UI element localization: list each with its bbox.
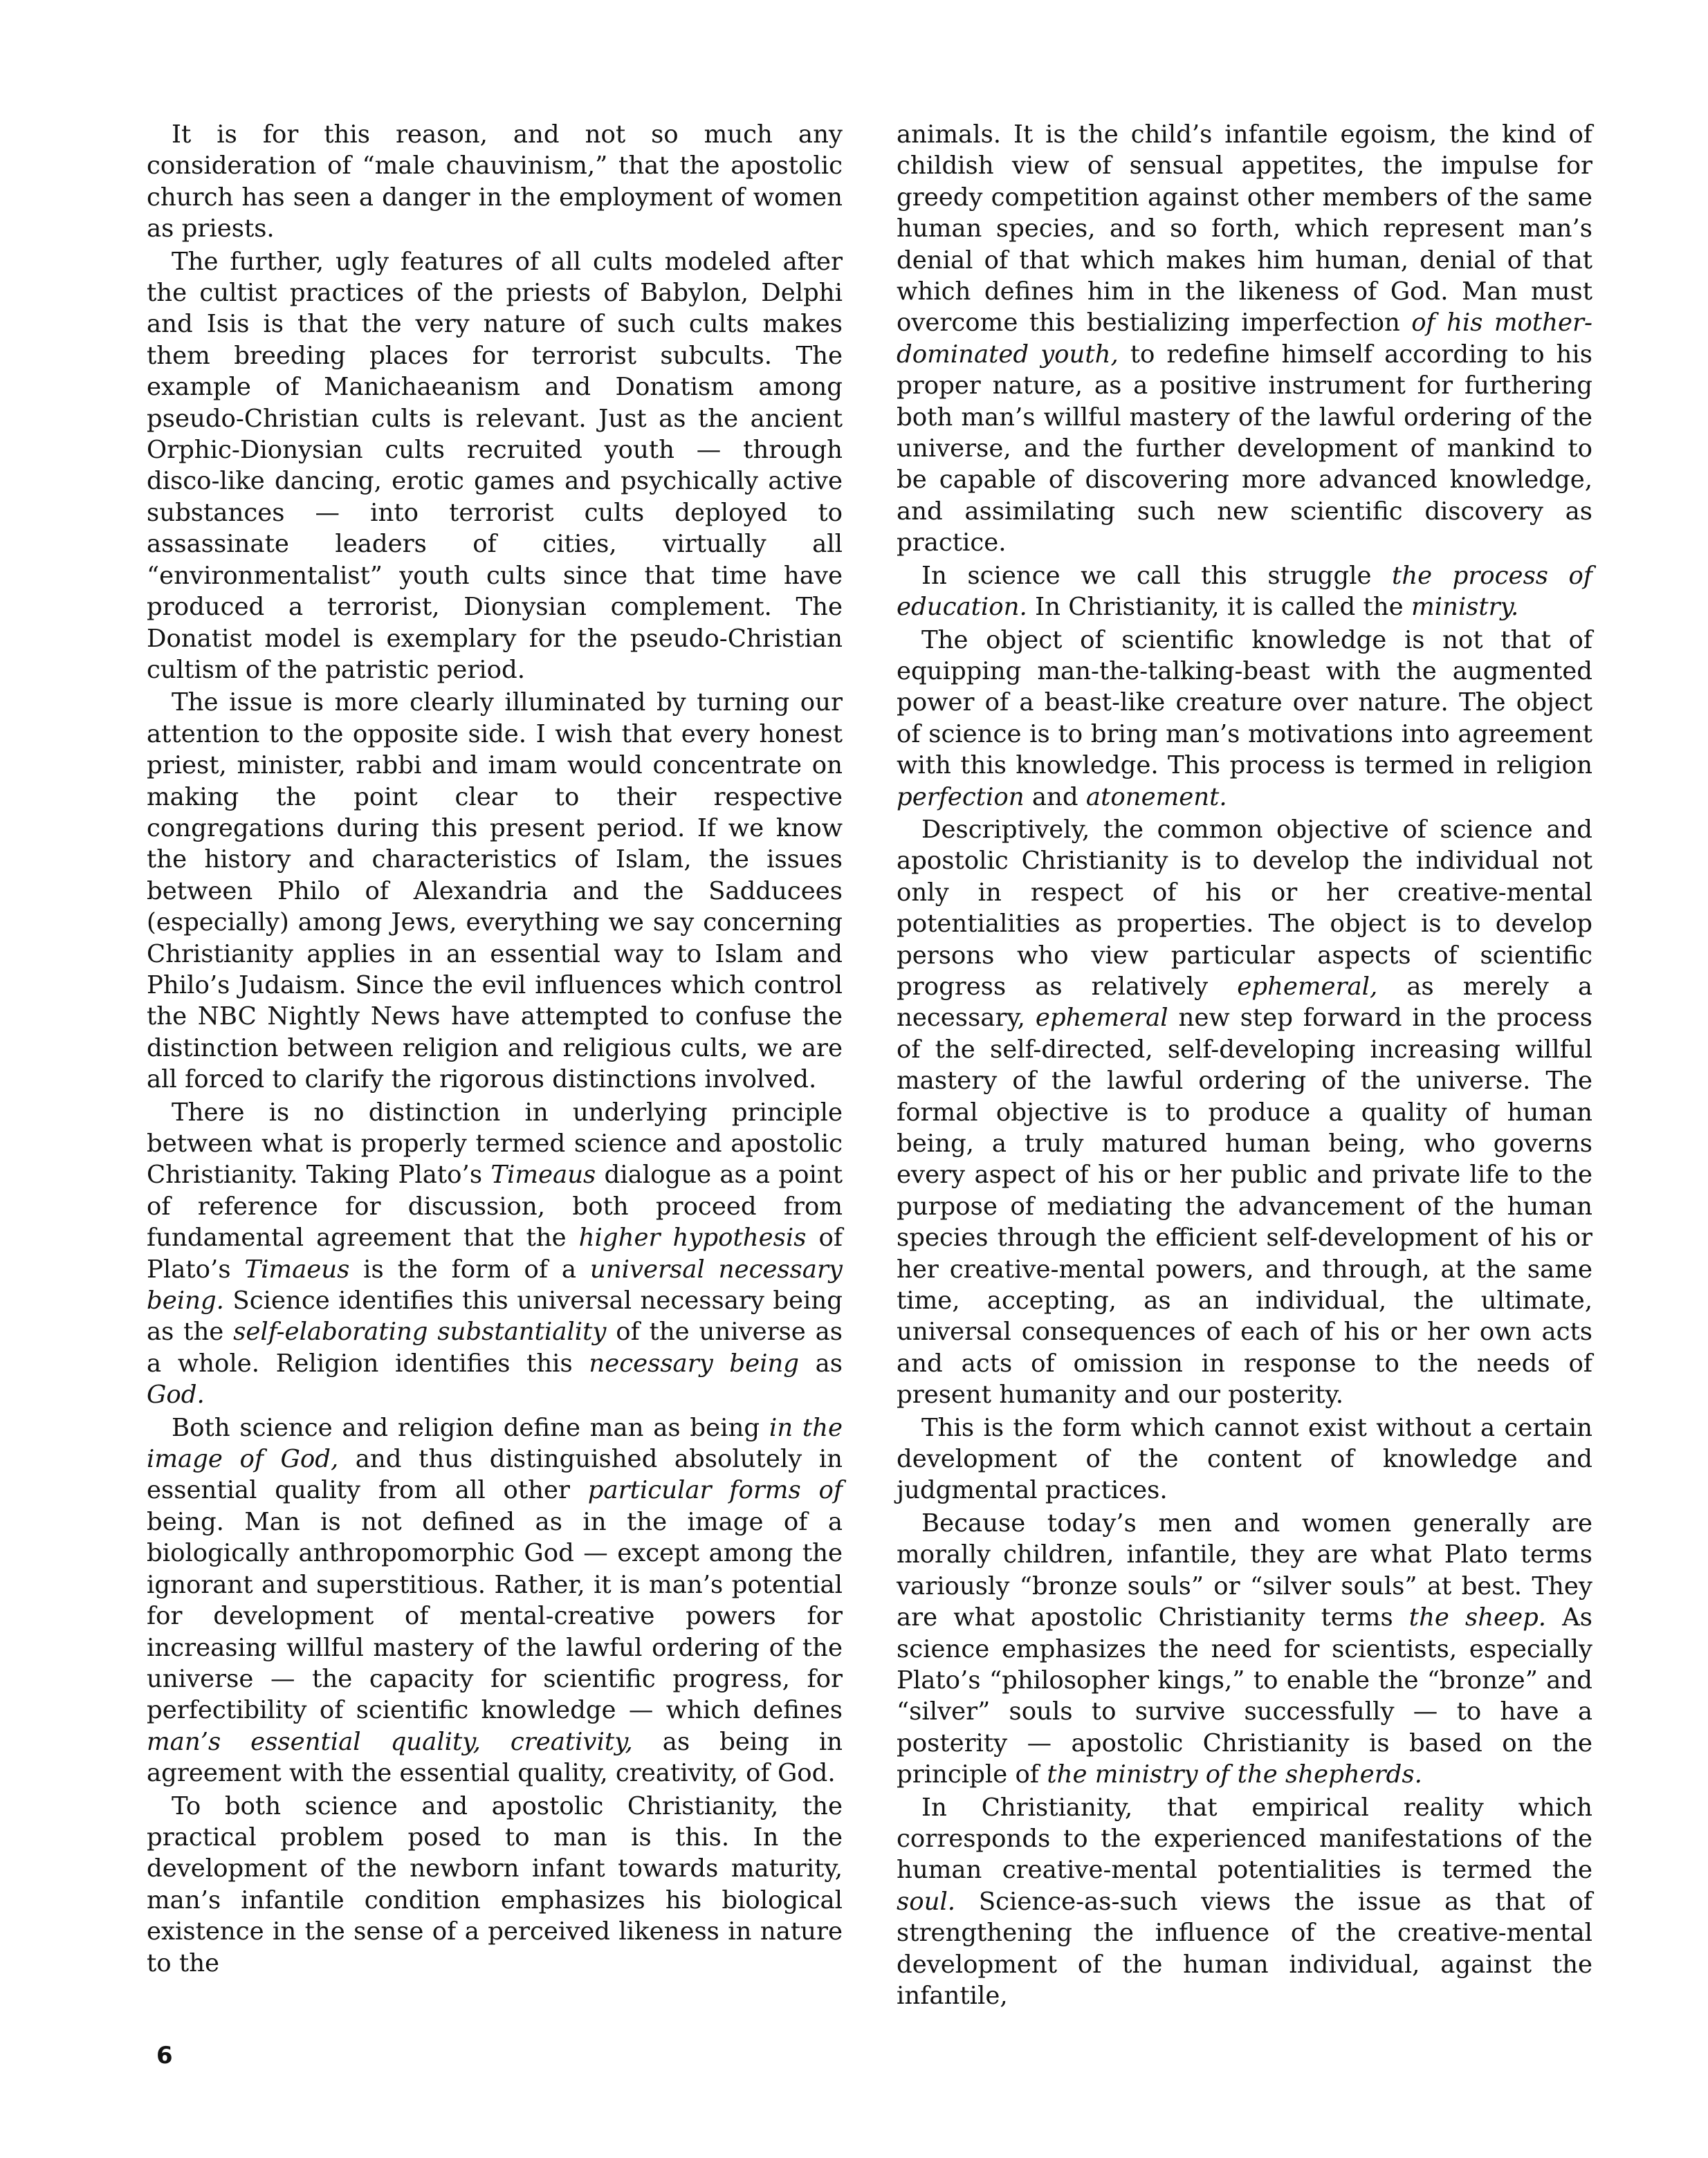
text-segment: being. Man is not defined as in the image of a biologically anthropomorphic God — except among the ignorant and superstitious. Rather, it is man’s potential for development of mental-creative powers for increasing willful mastery of the lawful ordering of the universe — the capacity for scientific progress, for perfectibility of scientific knowledge — which defines	[147, 1507, 843, 1725]
italic-text: higher hypothesis	[578, 1224, 807, 1253]
italic-text: atonement.	[1085, 782, 1227, 811]
italic-text: of his mother-dominated youth,	[897, 308, 1592, 369]
text-segment: To both science and apostolic Christianity, the practical problem posed to man is this. In the development of the newborn infant towards maturity, man’s infantile condition emphasizes his biological existence in the sense of a perceived likeness in nature to the	[147, 1791, 843, 1977]
italic-text: Timaeus	[244, 1255, 350, 1284]
right-text-column	[897, 119, 1592, 2013]
text-segment: In science we call this struggle	[921, 561, 1392, 590]
page-number: 6	[156, 2042, 173, 2069]
text-segment: Science-as-such views the issue as that of strengthening the influence of the creative-mental development of the human individual, against the infantile,	[897, 1887, 1592, 2010]
text-segment: as being in agreement with the essential quality, creativity, of God.	[147, 1727, 843, 1788]
body-paragraph	[897, 814, 1592, 1411]
italic-text: the process of education.	[897, 561, 1592, 622]
body-paragraph	[147, 246, 843, 686]
body-paragraph	[897, 1412, 1592, 1506]
text-segment: of Plato’s	[147, 1224, 843, 1284]
text-segment: as merely a necessary,	[897, 972, 1592, 1033]
text-segment: The further, ugly features of all cults modeled after the cultist practices of the priests of Babylon, Delphi and Isis is that the very nature of such cults makes them breeding places for terrorist subcults. The example of Manichaeanism and Donatism among pseudo-Christian cults is relevant. Just as the ancient Orphic-Dionysian cults recruited youth — through disco-like dancing, erotic games and psychically active substances — into terrorist cults deployed to assassinate leaders of cities, virtually all “environmentalist” youth cults since that time have produced a terrorist, Dionysian complement. The Donatist model is exemplary for the pseudo-Christian cultism of the patristic period.	[147, 247, 843, 684]
text-segment: and	[1024, 782, 1086, 811]
italic-text: Timeaus	[490, 1161, 596, 1190]
text-segment: There is no distinction in underlying principle between what is properly termed science and apostolic Christianity. Taking Plato’s	[147, 1098, 843, 1190]
text-segment: The issue is more clearly illuminated by turning our attention to the opposite side. I wish that every honest priest, minister, rabbi and imam would concentrate on making the point clear to their respective congregations during this present period. If we know the history and characteristics of Islam, the issues between Philo of Alexandria and the Sadducees (especially) among Jews, everything we say concerning Christianity applies in an essential way to Islam and Philo’s Judaism. Since the evil influences which control the NBC Nightly News have attempted to confuse the distinction between religion and religious cults, we are all forced to clarify the rigorous distinctions involved.	[147, 688, 843, 1094]
text-segment: It is for this reason, and not so much any consideration of “male chauvinism,” that the apostolic church has seen a danger in the employment of women as priests.	[147, 120, 843, 243]
italic-text: in the image of God,	[147, 1413, 843, 1474]
italic-text: soul.	[897, 1887, 956, 1916]
italic-text: ephemeral	[1035, 1004, 1168, 1033]
text-segment: and thus distinguished absolutely in essential quality from all other	[147, 1445, 843, 1505]
left-text-column	[147, 119, 843, 1980]
body-paragraph	[897, 560, 1592, 623]
body-paragraph	[897, 1508, 1592, 1791]
body-paragraph	[147, 1412, 843, 1789]
text-segment: animals. It is the child’s infantile egoism, the kind of childish view of sensual appetites, the impulse for greedy competition against other members of the same human species, and so forth, which represent man’s denial of that which makes him human, denial of that which defines him in the likeness of God. Man must overcome this bestializing imperfection	[897, 120, 1592, 338]
body-paragraph	[147, 1791, 843, 1979]
text-segment: of the universe as a whole. Religion identifies this	[147, 1318, 843, 1378]
italic-text: the sheep.	[1408, 1603, 1547, 1632]
italic-text: universal necessary being.	[147, 1255, 843, 1316]
text-segment: This is the form which cannot exist without a certain development of the content of knowledge and judgmental practices.	[897, 1413, 1592, 1505]
body-paragraph	[897, 625, 1592, 813]
italic-text: self-elaborating substantiality	[233, 1318, 607, 1347]
text-segment: In Christianity, that empirical reality which corresponds to the experienced manifestations of the human creative-mental potentialities is termed the	[897, 1793, 1592, 1885]
text-segment: As science emphasizes the need for scientists, especially Plato’s “philosopher kings,” to enable the “bronze” and “silver” souls to survive successfully — to have a posterity — apostolic Christianity is based on the principle of	[897, 1603, 1592, 1789]
text-segment: The object of scientific knowledge is not that of equipping man-the-talking-beast with the augmented power of a beast-like creature over nature. The object of science is to bring man’s motivations into agreement with this knowledge. This process is termed in religion	[897, 625, 1592, 780]
text-segment: as	[799, 1349, 843, 1378]
body-paragraph	[147, 1097, 843, 1411]
italic-text: ephemeral,	[1237, 972, 1378, 1001]
italic-text: God.	[147, 1381, 205, 1410]
italic-text: the ministry of the shepherds.	[1047, 1760, 1422, 1789]
body-paragraph	[897, 119, 1592, 559]
italic-text: perfection	[897, 782, 1025, 811]
italic-text: necessary being	[589, 1349, 800, 1378]
text-segment: is the form of a	[349, 1255, 590, 1284]
text-segment: Both science and religion define man as being	[172, 1413, 769, 1442]
text-segment: In Christianity, it is called the	[1027, 593, 1411, 622]
text-segment: Science identifies this universal necessary being as the	[147, 1286, 843, 1347]
body-paragraph	[147, 687, 843, 1095]
text-segment: new step forward in the process of the self-directed, self-developing increasing willful mastery of the lawful ordering of the universe. The formal objective is to produce a quality of human being, a truly matured human being, who governs every aspect of his or her public and private life to the purpose of mediating the advancement of the human species through the efficient self-development of his or her creative-mental powers, and through, at the same time, accepting, as an individual, the ultimate, universal consequences of each of his or her own acts and acts of omission in response to the needs of present humanity and our posterity.	[897, 1004, 1592, 1410]
italic-text: man’s essential quality, creativity,	[147, 1727, 633, 1756]
text-segment: dialogue as a point of reference for discussion, both proceed from fundamental agreement that the	[147, 1161, 843, 1253]
body-paragraph	[897, 1792, 1592, 2012]
body-paragraph	[147, 119, 843, 245]
text-segment: to redefine himself according to his proper nature, as a positive instrument for furthering both man’s willful mastery of the lawful ordering of the universe, and the further development of mankind to be capable of discovering more advanced knowledge, and assimilating such new scientific discovery as practice.	[897, 340, 1592, 557]
italic-text: particular forms of	[587, 1476, 843, 1505]
text-segment: Descriptively, the common objective of science and apostolic Christianity is to develop the individual not only in respect of his or her creative-mental potentialities as properties. The object is to develop persons who view particular aspects of scientific progress as relatively	[897, 815, 1592, 1001]
text-segment: Because today’s men and women generally are morally children, infantile, they are what Plato terms variously “bronze souls” or “silver souls” at best. They are what apostolic Christianity terms	[897, 1509, 1592, 1632]
italic-text: ministry.	[1411, 593, 1519, 622]
